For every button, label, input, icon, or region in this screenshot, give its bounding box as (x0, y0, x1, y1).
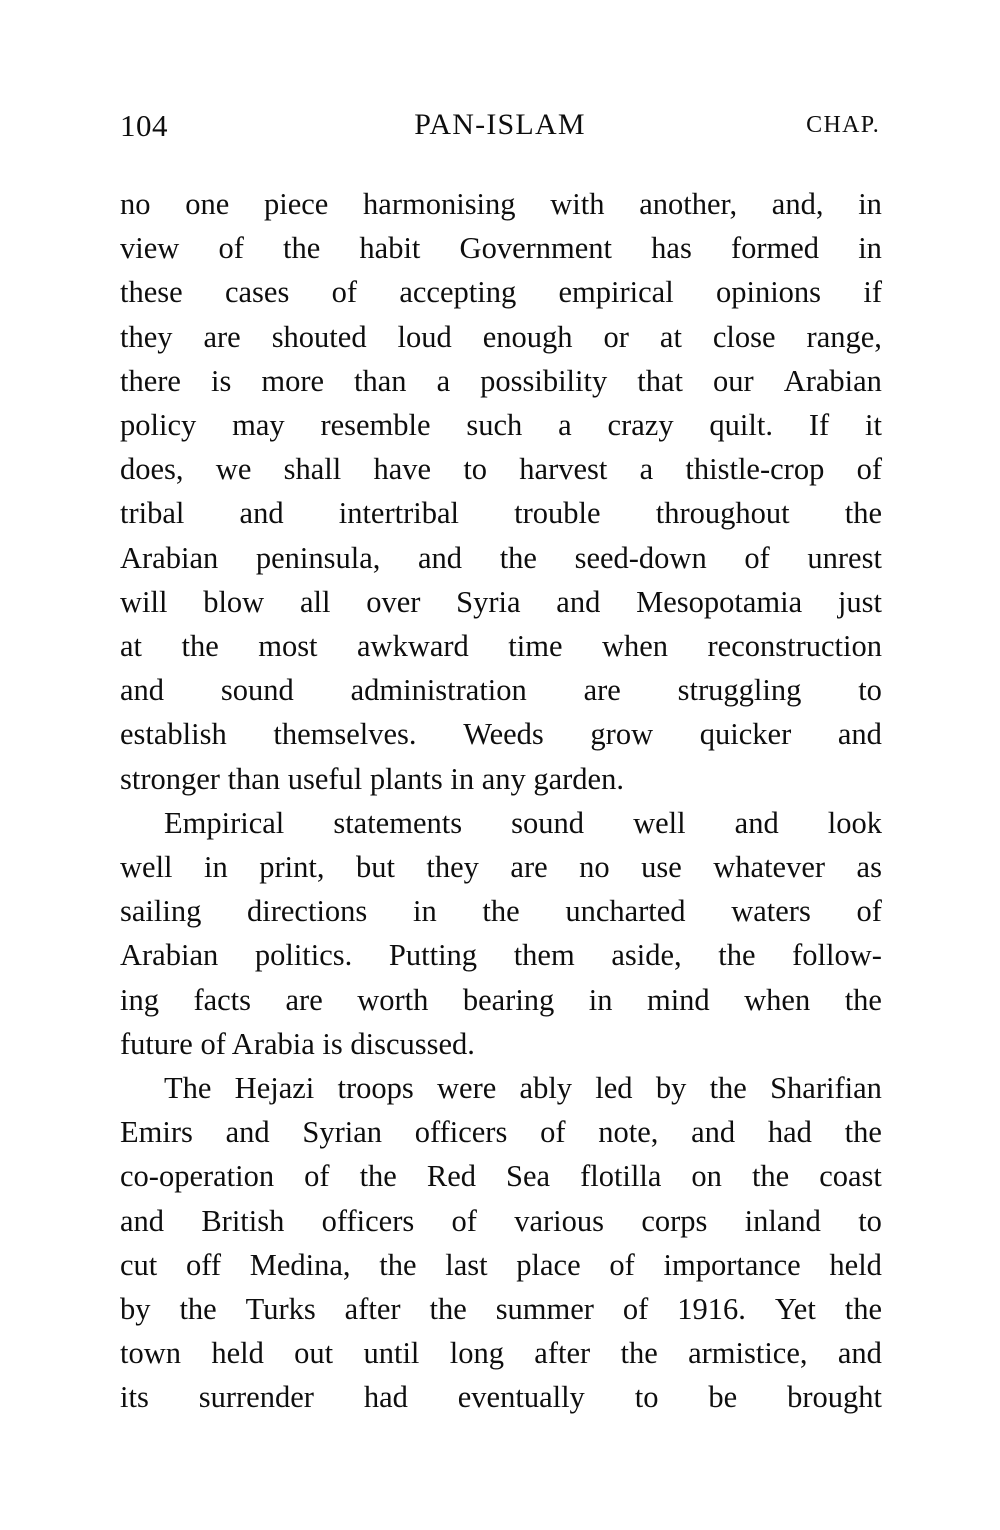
word: the (482, 894, 520, 929)
word: are (510, 850, 548, 885)
word: tribal (120, 496, 185, 531)
word: by (120, 1292, 151, 1327)
word: when (744, 982, 811, 1017)
word: and (225, 1115, 270, 1150)
word: of (622, 1292, 649, 1327)
word: just (837, 584, 882, 619)
word: the (751, 1159, 790, 1194)
word: reconstruction (707, 629, 882, 664)
word: troops (337, 1071, 414, 1106)
word: most (258, 629, 318, 664)
word: the (179, 1292, 217, 1327)
word: of (856, 894, 882, 929)
word: Putting (388, 938, 478, 973)
text-line (120, 1287, 882, 1331)
text-line (120, 845, 882, 889)
word: on (691, 1159, 722, 1194)
word: held (829, 1247, 882, 1282)
word: the (844, 1292, 882, 1327)
word: Syrian (302, 1115, 383, 1150)
word: the (181, 629, 219, 664)
text-line (120, 1199, 882, 1243)
word: in (204, 850, 228, 885)
word: politics. (254, 938, 353, 973)
word: print, (259, 850, 325, 885)
word: until (363, 1336, 420, 1371)
word: a (639, 452, 654, 487)
word: possibility (480, 363, 608, 398)
word: they (426, 850, 479, 885)
word: and (691, 1115, 736, 1150)
word: surrender (198, 1380, 314, 1415)
word: and (837, 717, 882, 752)
word: grow (590, 717, 654, 752)
text-line (120, 315, 882, 359)
paragraph (120, 1066, 882, 1420)
word: Hejazi (234, 1071, 315, 1106)
word: British (201, 1203, 285, 1238)
word: that (637, 363, 683, 398)
word: our (713, 363, 754, 398)
word: Medina, (249, 1247, 351, 1282)
word: Government (459, 231, 613, 266)
word: the (429, 1292, 467, 1327)
word: Empirical (164, 805, 285, 840)
word: importance (663, 1247, 801, 1282)
word: long (449, 1336, 504, 1371)
text-line (120, 359, 882, 403)
word: mind (646, 982, 710, 1017)
word: it (864, 408, 882, 443)
word: themselves. (273, 717, 417, 752)
word: and, (771, 187, 824, 221)
word: whatever (713, 850, 826, 885)
word: note, (598, 1115, 659, 1150)
word: cut (120, 1247, 158, 1282)
word: waters (731, 894, 811, 929)
word: had (363, 1380, 408, 1415)
text-line (120, 757, 882, 801)
word: use (641, 850, 682, 885)
word: at (120, 629, 143, 664)
text-line (120, 447, 882, 491)
text-line (120, 624, 882, 668)
word: one (185, 187, 230, 221)
word: will (120, 584, 168, 619)
word: well (120, 850, 173, 885)
text-line (120, 1110, 882, 1154)
word: by (655, 1071, 687, 1106)
word: opinions (715, 275, 822, 310)
word: of (451, 1203, 477, 1238)
word: intertribal (338, 496, 459, 531)
word: when (601, 629, 669, 664)
text-line (120, 889, 882, 933)
body-text (120, 182, 882, 1420)
word: we (215, 452, 252, 487)
text-line (120, 668, 882, 712)
word: future of Arabia is discussed. (120, 1026, 475, 1061)
word: all (299, 584, 331, 619)
word: flotilla (580, 1159, 662, 1194)
word: shouted (271, 319, 367, 354)
word: had (767, 1115, 812, 1150)
text-line (120, 1243, 882, 1287)
word: no (120, 187, 151, 221)
word: sound (220, 673, 294, 708)
page-number: 104 (120, 108, 168, 143)
word: and (556, 584, 601, 619)
text-line (120, 226, 882, 270)
word: in (588, 982, 613, 1017)
word: look (827, 805, 882, 840)
word: quicker (699, 717, 792, 752)
word: inland (744, 1203, 821, 1238)
word: as (856, 850, 882, 885)
paragraph (120, 182, 882, 801)
word: the (709, 1071, 747, 1106)
text-line (120, 1154, 882, 1198)
paragraph (120, 801, 882, 1066)
word: statements (333, 805, 463, 840)
word: Weeds (463, 717, 544, 752)
word: thistle-crop (685, 452, 825, 487)
word: the (844, 1115, 882, 1150)
word: a (436, 363, 451, 398)
word: resemble (320, 408, 431, 443)
text-line (120, 801, 882, 845)
word: close (712, 319, 776, 354)
word: Emirs (120, 1115, 193, 1150)
word: the (718, 938, 756, 973)
word: coast (819, 1159, 882, 1194)
word: well (633, 805, 686, 840)
word: to (858, 673, 882, 708)
word: the (499, 540, 537, 575)
chapter-label: CHAP. (806, 112, 880, 138)
word: town (120, 1336, 181, 1371)
text-line (120, 1022, 882, 1066)
word: are (203, 319, 241, 354)
word: in (412, 894, 437, 929)
word: establish (120, 717, 227, 752)
word: view (120, 231, 180, 266)
word: and (120, 673, 165, 708)
word: and (120, 1203, 165, 1238)
word: Syria (456, 584, 521, 619)
word: they (120, 319, 173, 354)
word: of (609, 1247, 635, 1282)
word: of (218, 231, 244, 266)
word: ably (519, 1071, 573, 1106)
text-line (120, 1066, 882, 1110)
word: there (120, 363, 181, 398)
word: place (516, 1247, 581, 1282)
word: piece (263, 187, 329, 221)
text-line (120, 491, 882, 535)
word: the (283, 231, 321, 266)
word: empirical (558, 275, 674, 310)
word: held (211, 1336, 264, 1371)
word: led (595, 1071, 633, 1106)
word: the (844, 982, 882, 1017)
word: or (603, 319, 629, 354)
word: and (837, 1336, 882, 1371)
word: seed-down (574, 540, 707, 575)
page-header (120, 108, 880, 150)
text-line (120, 1375, 882, 1419)
word: with (550, 187, 605, 221)
word: another, (639, 187, 738, 221)
word: were (437, 1071, 497, 1106)
word: over (366, 584, 421, 619)
word: quilt. (709, 408, 773, 443)
word: such (466, 408, 523, 443)
word: awkward (357, 629, 469, 664)
word: corps (641, 1203, 708, 1238)
word: Arabian (783, 363, 882, 398)
word: trouble (514, 496, 601, 531)
word: sailing (120, 894, 202, 929)
word: bearing (462, 982, 555, 1017)
word: these (120, 275, 183, 310)
word: directions (247, 894, 368, 929)
word: Arabian (120, 938, 219, 973)
word: no (579, 850, 610, 885)
word: range, (806, 319, 882, 354)
text-line (120, 580, 882, 624)
word: has (651, 231, 692, 266)
word: the (379, 1247, 417, 1282)
word: be (708, 1380, 738, 1415)
word: stronger than useful plants in any garden. (120, 761, 624, 796)
word: Arabian (120, 540, 219, 575)
word: loud (397, 319, 452, 354)
word: of (331, 275, 358, 310)
word: after (344, 1292, 401, 1327)
word: and (239, 496, 284, 531)
word: the (620, 1336, 658, 1371)
word: facts (193, 982, 252, 1017)
word: armistice, (688, 1336, 808, 1371)
running-title: PAN-ISLAM (414, 108, 586, 141)
word: may (232, 408, 285, 443)
word: are (583, 673, 621, 708)
word: crazy (607, 408, 674, 443)
word: accepting (399, 275, 517, 310)
word: and (418, 540, 463, 575)
text-line (120, 182, 882, 226)
word: Red (426, 1159, 476, 1194)
word: out (294, 1336, 334, 1371)
word: of (744, 540, 770, 575)
word: a (558, 408, 572, 443)
word: is (210, 363, 232, 398)
text-line (120, 712, 882, 756)
text-line (120, 536, 882, 580)
text-line (120, 978, 882, 1022)
word: Mesopotamia (636, 584, 803, 619)
word: uncharted (565, 894, 686, 929)
word: If (808, 408, 830, 443)
word: Sharifian (770, 1071, 882, 1106)
word: Turks (245, 1292, 316, 1327)
word: sound (511, 805, 585, 840)
word: to (634, 1380, 659, 1415)
word: brought (787, 1380, 882, 1415)
word: throughout (655, 496, 790, 531)
word: harvest (519, 452, 608, 487)
word: worth (357, 982, 429, 1017)
word: the (359, 1159, 397, 1194)
word: co-operation (120, 1159, 275, 1194)
word: cases (224, 275, 290, 310)
text-line (120, 403, 882, 447)
word: habit (359, 231, 421, 266)
word: are (285, 982, 323, 1017)
word: of (304, 1159, 330, 1194)
word: to (463, 452, 488, 487)
word: officers (321, 1203, 415, 1238)
word: in (858, 187, 882, 221)
word: shall (283, 452, 342, 487)
word: policy (120, 408, 197, 443)
word: administration (350, 673, 527, 708)
word: its (120, 1380, 149, 1415)
word: of (540, 1115, 566, 1150)
word: follow- (792, 938, 882, 973)
word: of (856, 452, 882, 487)
word: Sea (506, 1159, 551, 1194)
word: aside, (611, 938, 682, 973)
word: formed (730, 231, 820, 266)
word: the (844, 496, 882, 531)
word: off (185, 1247, 221, 1282)
word: summer (495, 1292, 594, 1327)
word: after (534, 1336, 591, 1371)
word: eventually (457, 1380, 585, 1415)
word: at (659, 319, 682, 354)
text-line (120, 1331, 882, 1375)
word: in (858, 231, 882, 266)
word: 1916. (677, 1292, 746, 1327)
word: enough (482, 319, 573, 354)
word: blow (203, 584, 265, 619)
word: than (354, 363, 407, 398)
word: time (508, 629, 563, 664)
word: ing (120, 982, 159, 1017)
word: but (355, 850, 395, 885)
word: unrest (807, 540, 882, 575)
word: and (734, 805, 779, 840)
text-line (120, 933, 882, 977)
word: Yet (774, 1292, 816, 1327)
word: if (863, 275, 882, 310)
word: The (164, 1071, 212, 1106)
word: them (513, 938, 575, 973)
word: struggling (677, 673, 802, 708)
word: does, (120, 452, 184, 487)
word: last (445, 1247, 488, 1282)
word: more (261, 363, 325, 398)
word: officers (414, 1115, 508, 1150)
text-line (120, 270, 882, 314)
word: have (373, 452, 432, 487)
word: to (858, 1203, 882, 1238)
word: harmonising (363, 187, 516, 221)
word: peninsula, (255, 540, 381, 575)
word: various (514, 1203, 605, 1238)
